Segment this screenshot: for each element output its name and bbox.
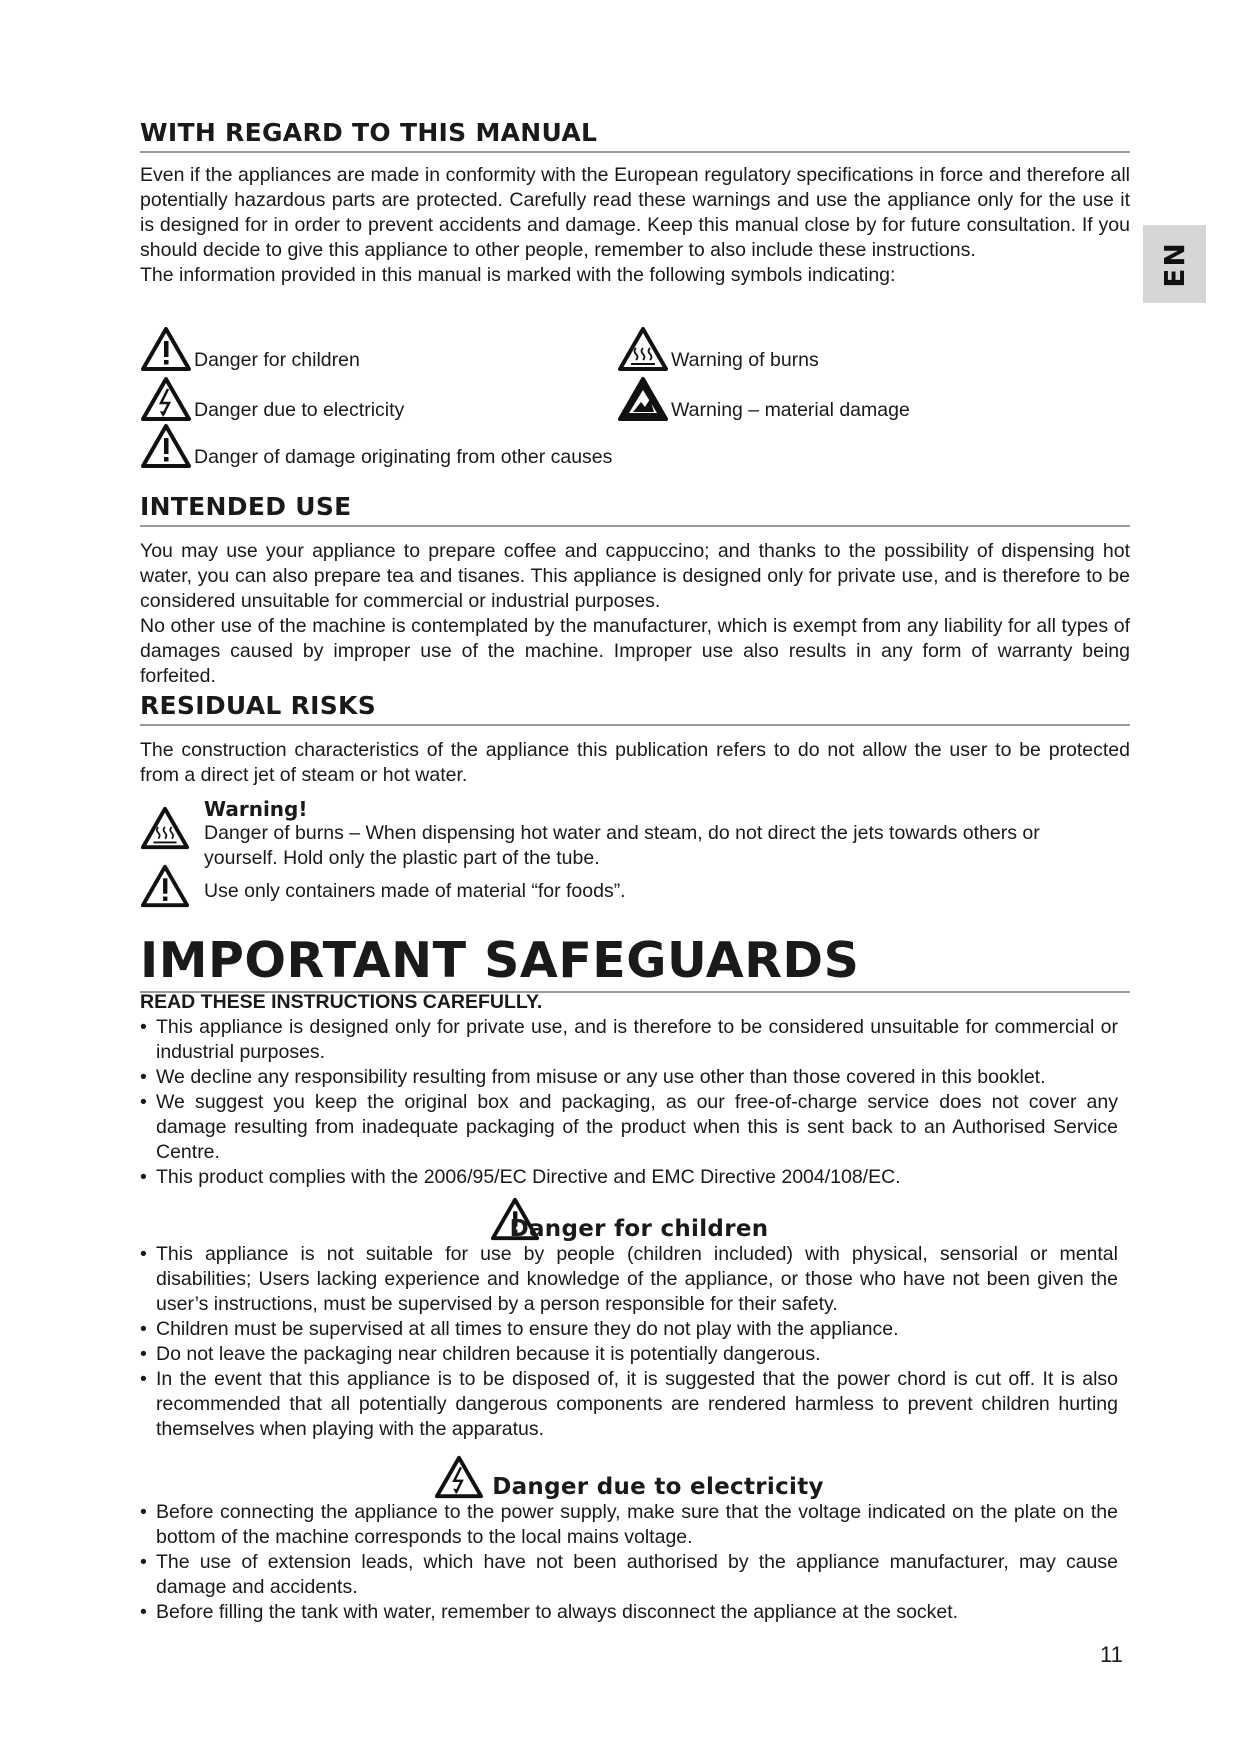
list-item: • This product complies with the 2006/95/EC Directive and EMC Directive 2004/108/EC. — [140, 1165, 1118, 1190]
symbol-electricity-label: Danger due to electricity — [194, 399, 405, 421]
language-label: EN — [1158, 240, 1191, 288]
intended-use-p1: You may use your appliance to prepare coffee and cappuccino; and thanks to the possibility of dispensing hot water, you can also prepare tea and tisanes. This appliance is designed only for private use, and is therefore to be considered unsuitable for commercial or industrial purposes. — [140, 540, 1130, 612]
manual-title: WITH REGARD TO THIS MANUAL — [140, 118, 1130, 153]
residual-risks-p1: The construction characteristics of the appliance this publication refers to do not allow the user to be protected from a direct jet of steam or hot water. — [140, 739, 1130, 786]
electricity-title: Danger due to electricity — [492, 1474, 824, 1500]
safeguards-title: IMPORTANT SAFEGUARDS — [140, 932, 1130, 993]
lightning-warning-icon — [434, 1454, 484, 1500]
manual-text: Even if the appliances are made in conformity with the European regulatory specifications in force and therefore all potentially hazardous parts are protected. Carefully read these warnings and use the appliance only for the use it is designed for in order to prevent accidents and damage. Keep this manual close by for future consultation. If you should decide to give this appliance to other people, remember to also include these instructions. — [140, 164, 1130, 261]
list-item: • This appliance is not suitable for use by people (children included) with physical, sensorial or mental disabilities; Users lacking experience and knowledge of the appliance, or those who have not been given the user’s instructions, must be supervised by a person responsible for their safety. — [140, 1242, 1118, 1317]
list-item: • Before connecting the appliance to the power supply, make sure that the voltage indicated on the plate on the bottom of the machine corresponds to the local mains voltage. — [140, 1500, 1118, 1550]
list-item: • Do not leave the packaging near children because it is potentially dangerous. — [140, 1342, 1118, 1367]
hot-surface-icon — [617, 326, 669, 372]
symbol-material — [617, 376, 910, 422]
warning-exclamation-icon — [140, 326, 192, 372]
symbol-burns-label: Warning of burns — [671, 349, 819, 371]
list-item: • We decline any responsibility resulting from misuse or any use other than those covered in this booklet. — [140, 1065, 1118, 1090]
safeguards-section — [140, 990, 1118, 1625]
warning-text: Danger of burns – When dispensing hot water and steam, do not direct the jets towards others or yourself. Hold only the plastic part of the tube. — [204, 822, 1040, 869]
warning-exclamation-icon — [140, 863, 190, 909]
symbol-other-label: Danger of damage originating from other causes — [194, 446, 613, 468]
read-instructions: READ THESE INSTRUCTIONS CAREFULLY. — [140, 991, 543, 1013]
warning-exclamation-icon — [140, 423, 192, 469]
symbol-other — [140, 423, 612, 469]
list-item: • Before filling the tank with water, remember to always disconnect the appliance at the socket. — [140, 1600, 1118, 1625]
residual-risks-title: RESIDUAL RISKS — [140, 691, 1130, 726]
list-item: • In the event that this appliance is to be disposed of, it is suggested that the power chord is cut off. It is also recommended that all potentially dangerous components are rendered harmless to prevent children hurting themselves when playing with the apparatus. — [140, 1367, 1118, 1442]
list-item: • We suggest you keep the original box and packaging, as our free-of-charge service does not cover any damage resulting from inadequate packaging of the product when this is sent back to an Authorised Service Centre. — [140, 1090, 1118, 1165]
symbol-electricity — [140, 376, 404, 422]
residual-risks-section — [140, 691, 1130, 788]
page-number: 11 — [1100, 1642, 1123, 1667]
language-tab — [1143, 225, 1206, 303]
symbol-children-label: Danger for children — [194, 349, 360, 371]
electricity-list — [140, 1500, 1118, 1625]
symbol-children — [140, 326, 360, 372]
electricity-heading — [140, 1450, 1118, 1500]
warning-title: Warning! — [204, 797, 308, 821]
safeguards-list — [140, 1015, 1118, 1190]
hot-surface-icon — [140, 805, 190, 851]
list-item: • The use of extension leads, which have not been authorised by the appliance manufacturer, may cause damage and accidents. — [140, 1550, 1118, 1600]
residual-warning — [140, 797, 1100, 904]
manual-section — [140, 118, 1130, 288]
list-item: • Children must be supervised at all times to ensure they do not play with the appliance. — [140, 1317, 1118, 1342]
intended-use-p2: No other use of the machine is contemplated by the manufacturer, which is exempt from any liability for all types of damages caused by improper use of the machine. Improper use also results in any form of warranty being forfeited. — [140, 615, 1130, 687]
containers-text: Use only containers made of material “for foods”. — [204, 880, 626, 902]
material-damage-icon — [617, 376, 669, 422]
children-list — [140, 1242, 1118, 1442]
symbol-burns — [617, 326, 819, 372]
children-heading — [140, 1196, 1118, 1242]
lightning-warning-icon — [140, 376, 192, 422]
list-item: • This appliance is designed only for private use, and is therefore to be considered unsuitable for commercial or industrial purposes. — [140, 1015, 1118, 1065]
intended-use-title: INTENDED USE — [140, 492, 1130, 527]
intended-use-section — [140, 492, 1130, 689]
children-title: Danger for children — [509, 1216, 769, 1242]
manual-text-2: The information provided in this manual is marked with the following symbols indicating: — [140, 264, 896, 286]
symbol-material-label: Warning – material damage — [671, 399, 910, 421]
